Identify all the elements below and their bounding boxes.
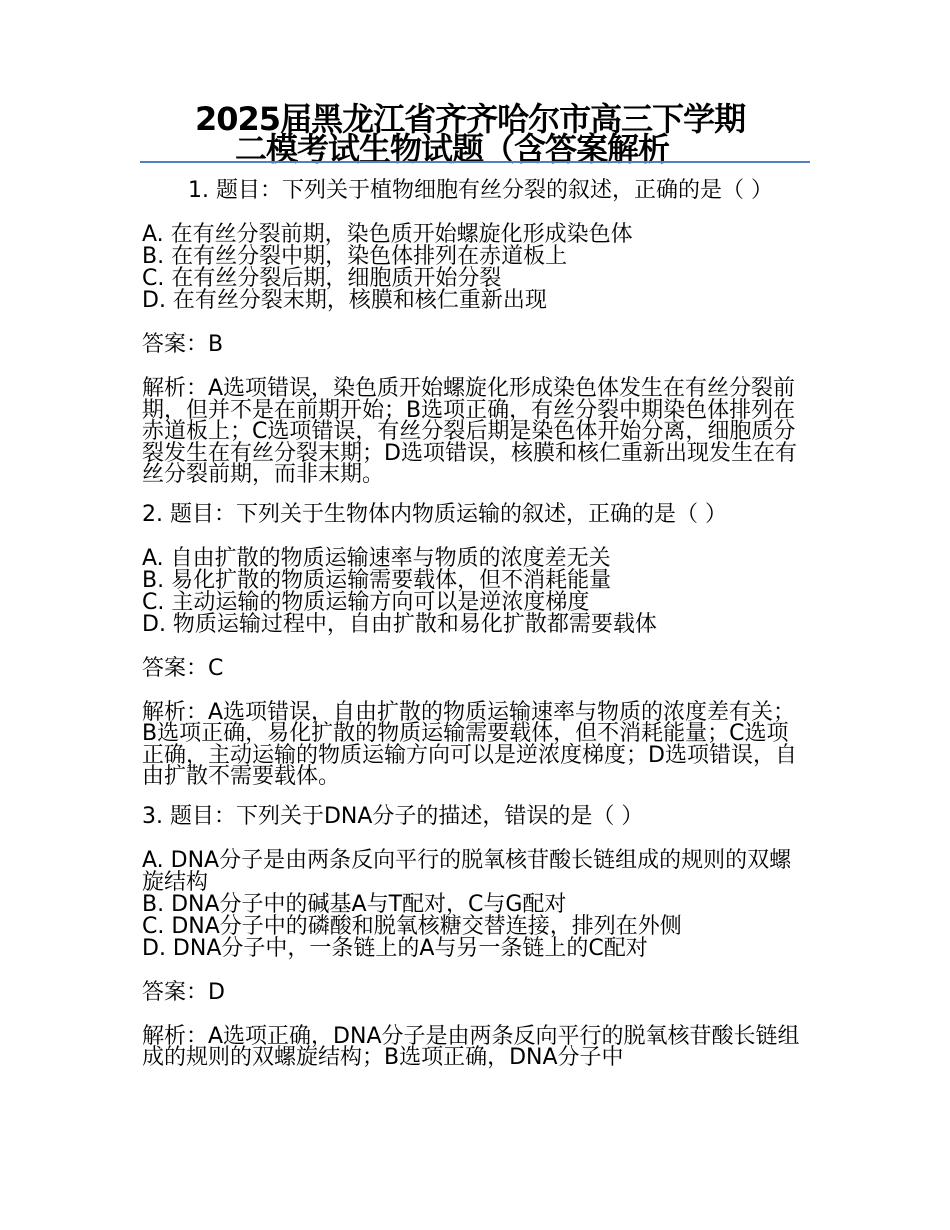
question-2-analysis: 解析：A选项错误，自由扩散的物质运输速率与物质的浓度差有关；B选项正确，易化扩散的物质运输需要载体，但不消耗能量；C选项正确，主动运输的物质运输方向可以是逆浓度梯度；D选项错误，自由扩散不需要载体。 [142, 699, 797, 789]
title-line-1: 2025届黑龙江省齐齐哈尔市高三下学期 [195, 100, 746, 138]
question-2-options [142, 545, 810, 637]
title-line-2: 二模考试生物试题（含答案解析 [235, 130, 670, 168]
question-2-option-a: A. 自由扩散的物质运输速率与物质的浓度差无关 [142, 545, 611, 571]
question-3 [142, 803, 810, 1070]
document-body [142, 180, 810, 1069]
question-1-analysis: 解析：A选项错误，染色质开始螺旋化形成染色体发生在有丝分裂前期，但并不是在前期开始；B选项正确，有丝分裂中期染色体排列在赤道板上；C选项错误，有丝分裂后期是染色体开始分离，细胞质分裂发生在有丝分裂末期；D选项错误，核膜和核仁重新出现发生在有丝分裂前期，而非末期。 [142, 376, 797, 487]
question-2 [142, 501, 810, 789]
document-title [140, 100, 810, 168]
question-1-options [142, 224, 810, 312]
question-3-option-a: A. DNA分子是由两条反向平行的脱氧核苷酸长链组成的规则的双螺旋结构 [142, 847, 792, 895]
question-3-option-b: B. DNA分子中的碱基A与T配对，C与G配对 [142, 891, 567, 917]
question-3-answer: 答案：D [142, 979, 225, 1005]
question-2-stem: 2. 题目：下列关于生物体内物质运输的叙述，正确的是（ ） [142, 501, 727, 527]
question-1-answer: 答案：B [142, 332, 224, 357]
question-2-answer: 答案：C [142, 655, 224, 681]
question-1-option-d: D. 在有丝分裂末期，核膜和核仁重新出现 [142, 288, 547, 313]
question-1-option-a: A. 在有丝分裂前期，染色质开始螺旋化形成染色体 [142, 222, 633, 247]
question-3-option-d: D. DNA分子中，一条链上的A与另一条链上的C配对 [142, 935, 648, 961]
question-3-options [142, 847, 810, 961]
question-1 [142, 180, 810, 486]
question-2-option-c: C. 主动运输的物质运输方向可以是逆浓度梯度 [142, 589, 590, 615]
question-3-stem: 3. 题目：下列关于DNA分子的描述，错误的是（ ） [142, 803, 644, 829]
question-1-option-b: B. 在有丝分裂中期，染色体排列在赤道板上 [142, 244, 568, 269]
question-1-option-c: C. 在有丝分裂后期，细胞质开始分裂 [142, 266, 502, 291]
question-2-option-b: B. 易化扩散的物质运输需要载体，但不消耗能量 [142, 567, 612, 593]
question-2-option-d: D. 物质运输过程中，自由扩散和易化扩散都需要载体 [142, 611, 657, 637]
title-underline [140, 161, 810, 163]
question-3-analysis: 解析：A选项正确，DNA分子是由两条反向平行的脱氧核苷酸长链组成的规则的双螺旋结构；B选项正确，DNA分子中 [142, 1023, 800, 1070]
question-3-option-c: C. DNA分子中的磷酸和脱氧核糖交替连接，排列在外侧 [142, 913, 682, 939]
question-1-stem: 1. 题目：下列关于植物细胞有丝分裂的叙述，正确的是（ ） [188, 178, 773, 203]
